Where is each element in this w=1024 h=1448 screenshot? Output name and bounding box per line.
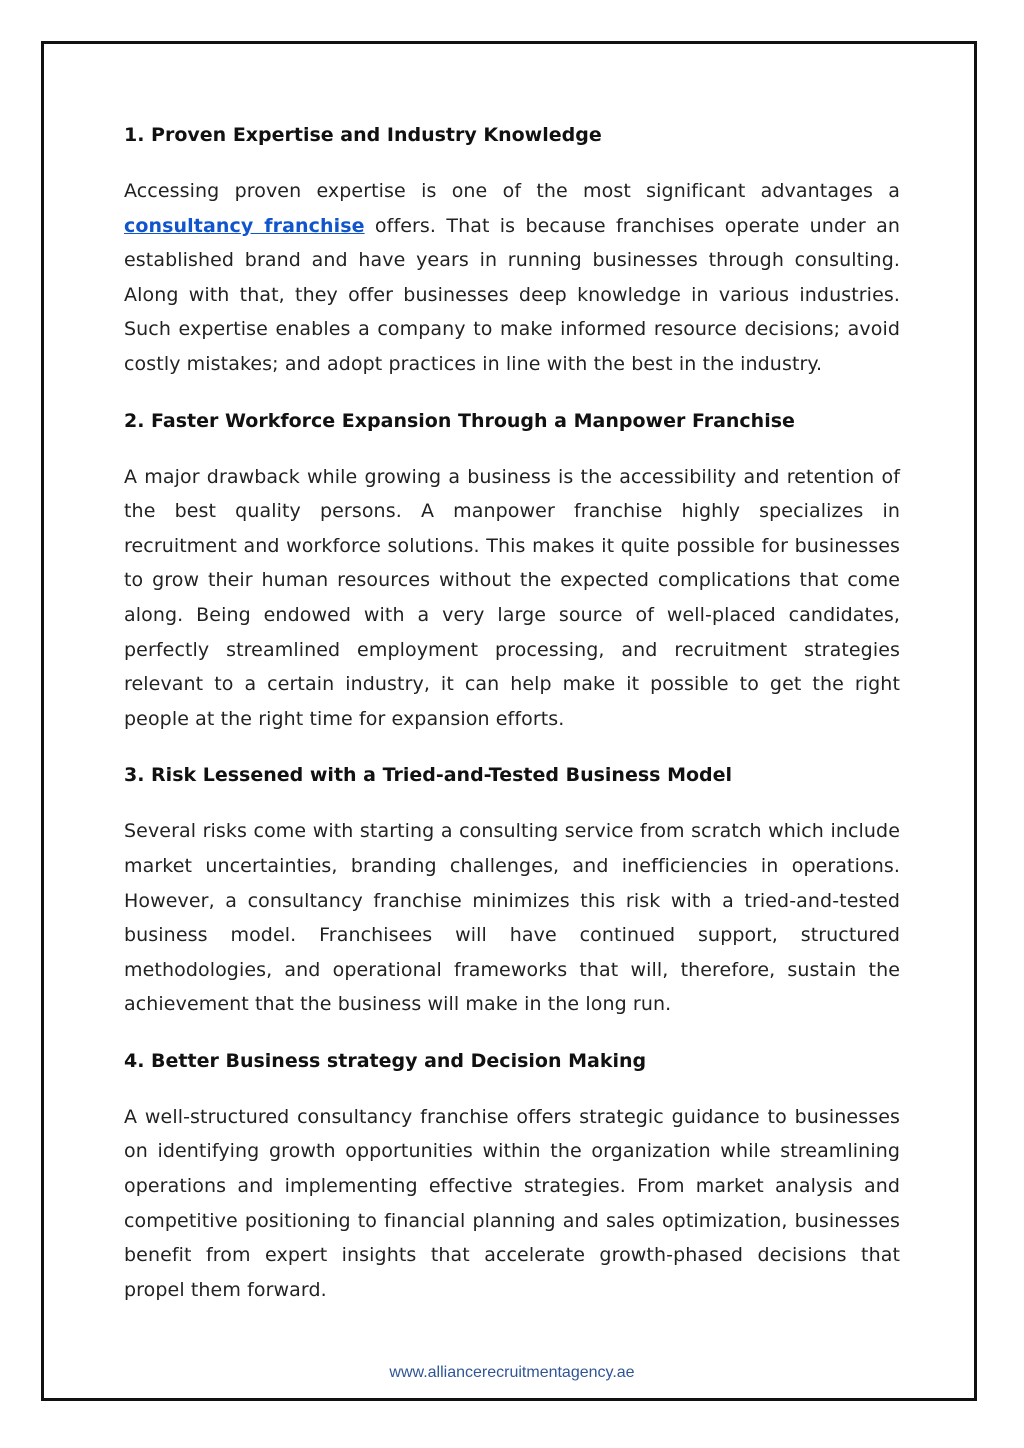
section-1-body: offers. That is because franchises operate under an established brand and have years in running businesses through consulting. Along with that, they offer businesses deep knowledge in various industries. Such expertise enables a company to make informed resource decisions; avoid costly mistakes; and adopt practices in line with the best in the industry. [124,214,900,375]
section-2-paragraph: A major drawback while growing a business is the accessibility and retention of the best quality persons. A manpower franchise highly specializes in recruitment and workforce solutions. This makes it quite possible for businesses to grow their human resources without the expected complications that come along. Being endowed with a very large source of well-placed candidates, perfectly streamlined employment processing, and recruitment strategies relevant to a certain industry, it can help make it possible to get the right people at the right time for expansion efforts. [124,465,900,730]
section-2-heading: 2. Faster Workforce Expansion Through a Manpower Franchise [124,409,795,432]
section-1-heading: 1. Proven Expertise and Industry Knowledge [124,124,602,146]
consultancy-franchise-link[interactable]: consultancy franchise [124,214,365,237]
section-4-paragraph: A well-structured consultancy franchise offers strategic guidance to businesses on identifying growth opportunities within the organization while streamlining operations and implementing effective strategies. From market analysis and competitive positioning to financial planning and sales optimization, businesses benefit from expert insights that accelerate growth-phased decisions that propel them forward. [124,1105,900,1301]
section-1-paragraph [124,174,900,382]
footer-url[interactable]: www.alliancerecruitmentagency.ae [389,1364,635,1381]
section-4-heading: 4. Better Business strategy and Decision Making [124,1049,647,1072]
section-3-heading: 3. Risk Lessened with a Tried-and-Tested Business Model [124,764,733,787]
document-body [124,118,900,1329]
section-1-intro: Accessing proven expertise is one of the most significant advantages a [124,180,900,202]
section-3-paragraph: Several risks come with starting a consulting service from scratch which include market uncertainties, branding challenges, and inefficiencies in operations. However, a consultancy franchise minimizes this risk with a tried-and-tested business model. Franchisees will have continued support, structured methodologies, and operational frameworks that will, therefore, sustain the achievement that the business will make in the long run. [124,820,900,1016]
